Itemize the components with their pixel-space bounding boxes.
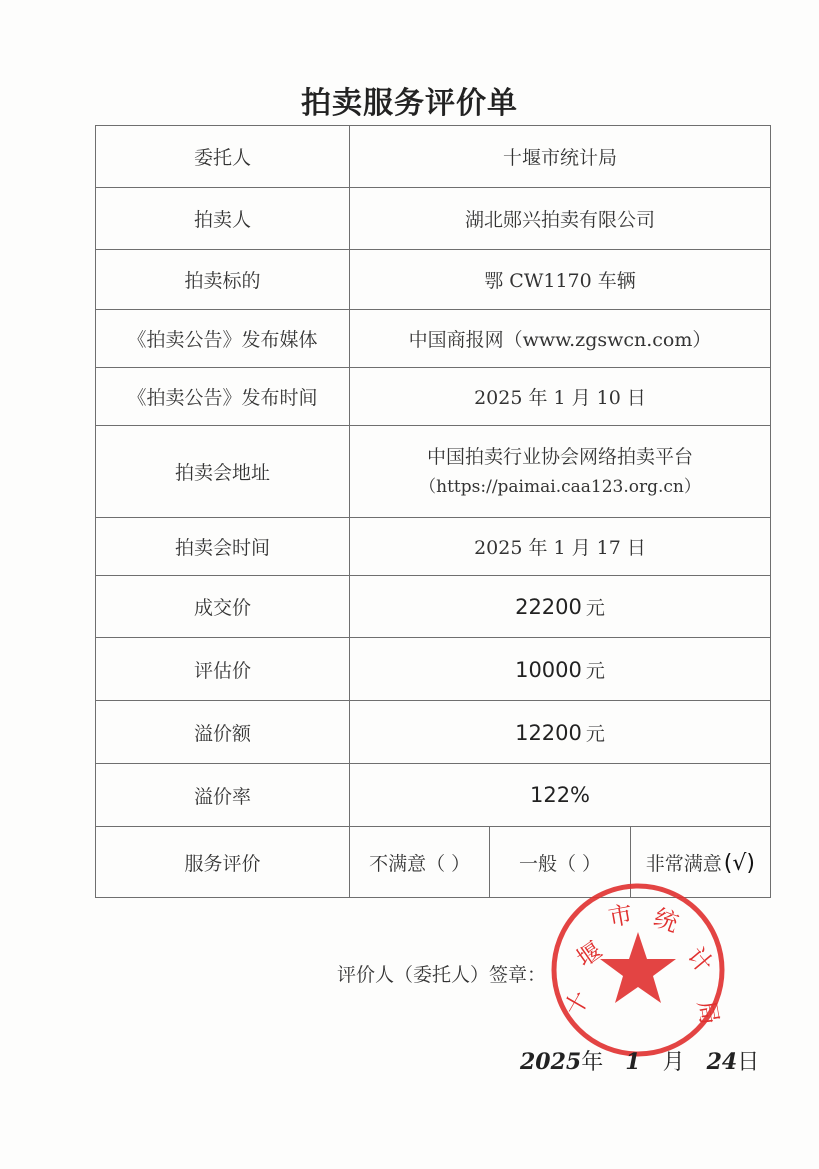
row-value-address xyxy=(350,426,771,518)
premium-amount-unit: 元 xyxy=(585,722,605,745)
signature-date: 2025年 1 月 24日 xyxy=(520,1049,760,1075)
row-label-auctioneer: 拍卖人 xyxy=(96,188,350,250)
date-year: 2025 xyxy=(520,1049,582,1075)
address-platform: 中国拍卖行业协会网络拍卖平台 xyxy=(426,445,693,468)
row-label-auction-date: 拍卖会时间 xyxy=(96,518,350,576)
table-row xyxy=(96,576,771,638)
svg-text:统: 统 xyxy=(649,903,683,938)
row-label-appraised-price: 评估价 xyxy=(96,638,350,701)
table-row xyxy=(96,638,771,701)
row-label-premium-rate: 溢价率 xyxy=(96,764,350,827)
table-row xyxy=(96,764,771,827)
svg-text:堰: 堰 xyxy=(571,936,608,973)
row-value-subject: 鄂 CW1170 车辆 xyxy=(350,250,771,310)
table-row xyxy=(96,188,771,250)
official-seal-stamp-icon xyxy=(548,880,728,1060)
checkmark-icon: (√) xyxy=(723,850,755,876)
date-day: 24 xyxy=(706,1049,738,1075)
premium-rate: 122% xyxy=(529,783,591,807)
rating-option-very-satisfied[interactable]: 非常满意(√) xyxy=(630,827,770,898)
table-row xyxy=(96,368,771,426)
signature-label: 评价人（委托人）签章： xyxy=(337,964,547,986)
row-value-appraised-price xyxy=(350,638,771,701)
table-row xyxy=(96,310,771,368)
row-label-service-rating: 服务评价 xyxy=(96,827,350,898)
table-row xyxy=(96,250,771,310)
row-label-subject: 拍卖标的 xyxy=(96,250,350,310)
svg-text:局: 局 xyxy=(692,998,724,1027)
deal-price-unit: 元 xyxy=(585,597,605,619)
svg-text:十: 十 xyxy=(558,986,596,1021)
row-label-client: 委托人 xyxy=(96,126,350,188)
row-label-address: 拍卖会地址 xyxy=(96,426,350,518)
row-value-premium-amount xyxy=(350,701,771,764)
row-value-premium-rate xyxy=(350,764,771,827)
row-label-media: 《拍卖公告》发布媒体 xyxy=(96,310,350,368)
table-row xyxy=(96,126,771,188)
row-value-deal-price xyxy=(350,576,771,638)
row-value-auction-date: 2025 年 1 月 17 日 xyxy=(350,518,771,576)
rating-option-average[interactable]: 一般（ ） xyxy=(490,827,630,898)
table-row xyxy=(96,701,771,764)
premium-amount: 12200 xyxy=(515,720,582,745)
address-url: （https://paimai.caa123.org.cn） xyxy=(419,476,701,497)
row-value-media: 中国商报网（www.zgswcn.com） xyxy=(350,310,771,368)
row-label-premium-amount: 溢价额 xyxy=(96,701,350,764)
rating-option-unsatisfied[interactable]: 不满意（ ） xyxy=(350,827,490,898)
table-row xyxy=(96,518,771,576)
evaluation-table xyxy=(95,125,771,898)
appraised-price-unit: 元 xyxy=(585,659,605,682)
date-month: 1 xyxy=(625,1049,641,1075)
row-value-client: 十堰市统计局 xyxy=(350,126,771,188)
appraised-price-amount: 10000 xyxy=(515,657,582,682)
page-title: 拍卖服务评价单 xyxy=(301,86,518,121)
table-row xyxy=(96,426,771,518)
svg-text:计: 计 xyxy=(681,941,719,979)
row-label-deal-price: 成交价 xyxy=(96,576,350,638)
deal-price-amount: 22200 xyxy=(515,595,582,619)
row-label-publish-date: 《拍卖公告》发布时间 xyxy=(96,368,350,426)
row-value-publish-date: 2025 年 1 月 10 日 xyxy=(350,368,771,426)
row-value-auctioneer: 湖北郧兴拍卖有限公司 xyxy=(350,188,771,250)
svg-text:市: 市 xyxy=(606,900,635,932)
